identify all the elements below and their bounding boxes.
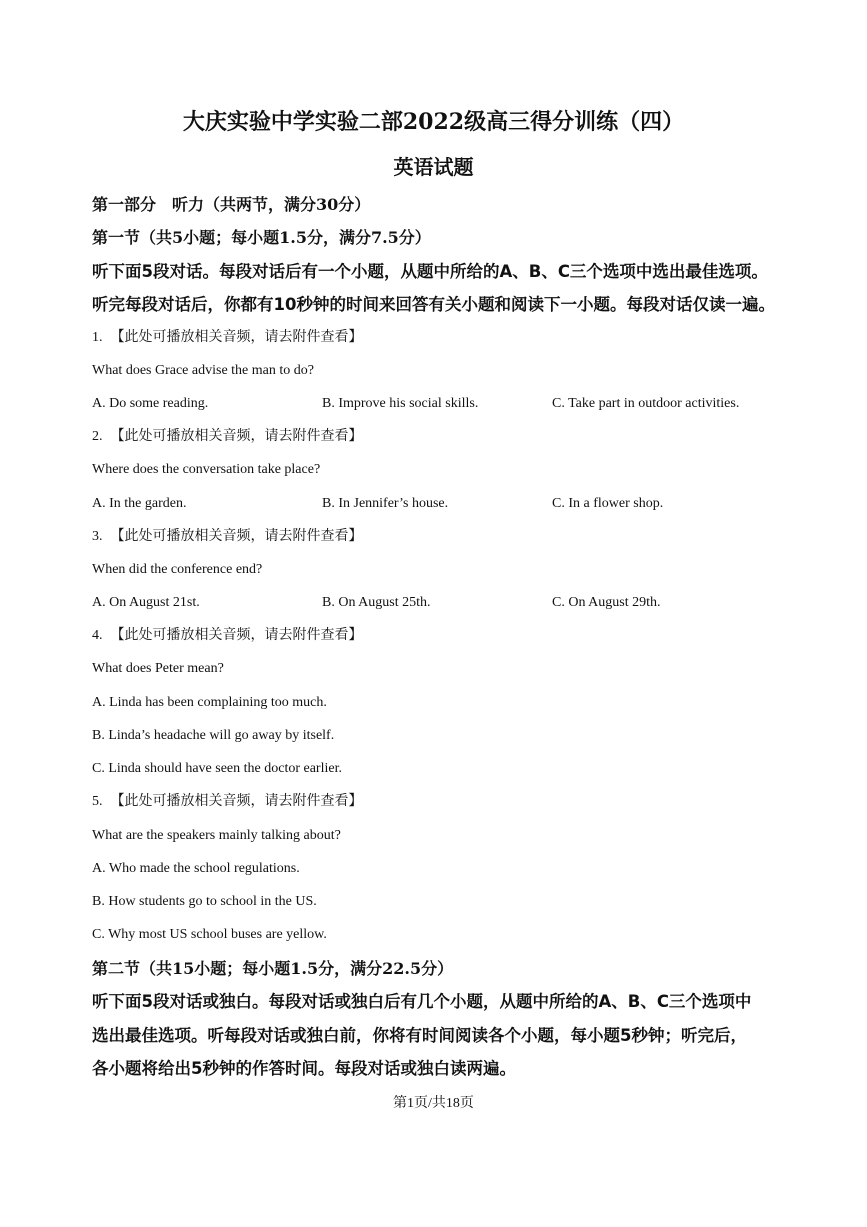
- question-1-text: What does Grace advise the man to do?: [92, 363, 314, 378]
- section1-heading: 第一节（共5小题；每小题1.5分，满分7.5分）: [92, 228, 431, 247]
- option-a: A. Linda has been complaining too much.: [92, 695, 327, 710]
- question-4-audio: [92, 626, 363, 646]
- question-2-text: Where does the conversation take place?: [92, 462, 321, 477]
- section2-heading: 第二节（共15小题；每小题1.5分，满分22.5分）: [92, 959, 454, 978]
- option-a: A. Do some reading.: [92, 396, 209, 411]
- question-5-audio: [92, 792, 363, 812]
- audio-note: 【此处可播放相关音频，请去附件查看】: [110, 794, 363, 809]
- question-5-text: What are the speakers mainly talking about?: [92, 828, 341, 843]
- section2-instruction-line: 选出最佳选项。听每段对话或独白前，你将有时间阅读各个小题，每小题5秒钟；听完后，: [92, 1026, 747, 1045]
- option-c: C. Linda should have seen the doctor earlier.: [92, 761, 342, 776]
- section1-instruction-line: 听下面5段对话。每段对话后有一个小题，从题中所给的A、B、C三个选项中选出最佳选项。: [92, 262, 768, 281]
- question-number: 4.: [92, 628, 103, 643]
- question-number: 5.: [92, 794, 103, 809]
- question-2-audio: [92, 427, 363, 447]
- question-1-audio: [92, 328, 363, 348]
- part1-heading: 第一部分 听力（共两节，满分30分）: [92, 195, 371, 214]
- audio-note: 【此处可播放相关音频，请去附件查看】: [110, 628, 363, 643]
- option-b: B. In Jennifer’s house.: [322, 496, 449, 511]
- section1-instruction-line: 听完每段对话后，你都有10秒钟的时间来回答有关小题和阅读下一小题。每段对话仅读一遍。: [92, 295, 775, 314]
- question-number: 1.: [92, 330, 103, 345]
- option-b: B. How students go to school in the US.: [92, 894, 317, 909]
- option-c: C. Take part in outdoor activities.: [552, 396, 740, 411]
- question-1-options: [92, 394, 792, 414]
- audio-note: 【此处可播放相关音频，请去附件查看】: [110, 330, 363, 345]
- question-number: 3.: [92, 529, 103, 544]
- question-3-audio: [92, 527, 363, 547]
- section2-instruction-line: 各小题将给出5秒钟的作答时间。每段对话或独白读两遍。: [92, 1059, 516, 1078]
- audio-note: 【此处可播放相关音频，请去附件查看】: [110, 429, 363, 444]
- question-2-options: [92, 494, 792, 514]
- option-c: C. Why most US school buses are yellow.: [92, 927, 327, 942]
- option-c: C. In a flower shop.: [552, 496, 664, 511]
- question-3-text: When did the conference end?: [92, 562, 263, 577]
- question-number: 2.: [92, 429, 103, 444]
- section2-instruction-line: 听下面5段对话或独白。每段对话或独白后有几个小题，从题中所给的A、B、C三个选项中: [92, 992, 752, 1011]
- audio-note: 【此处可播放相关音频，请去附件查看】: [110, 529, 363, 544]
- option-c: C. On August 29th.: [552, 595, 661, 610]
- option-a: A. In the garden.: [92, 496, 187, 511]
- exam-title: 大庆实验中学实验二部2022级高三得分训练（四）: [182, 109, 685, 135]
- question-4-text: What does Peter mean?: [92, 661, 224, 676]
- option-b: B. Linda’s headache will go away by itself.: [92, 728, 335, 743]
- option-b: B. Improve his social skills.: [322, 396, 479, 411]
- question-3-options: [92, 593, 792, 613]
- exam-subtitle: 英语试题: [393, 155, 474, 179]
- option-a: A. Who made the school regulations.: [92, 861, 300, 876]
- option-a: A. On August 21st.: [92, 595, 200, 610]
- page-number: 第1页/共18页: [393, 1096, 474, 1111]
- option-b: B. On August 25th.: [322, 595, 431, 610]
